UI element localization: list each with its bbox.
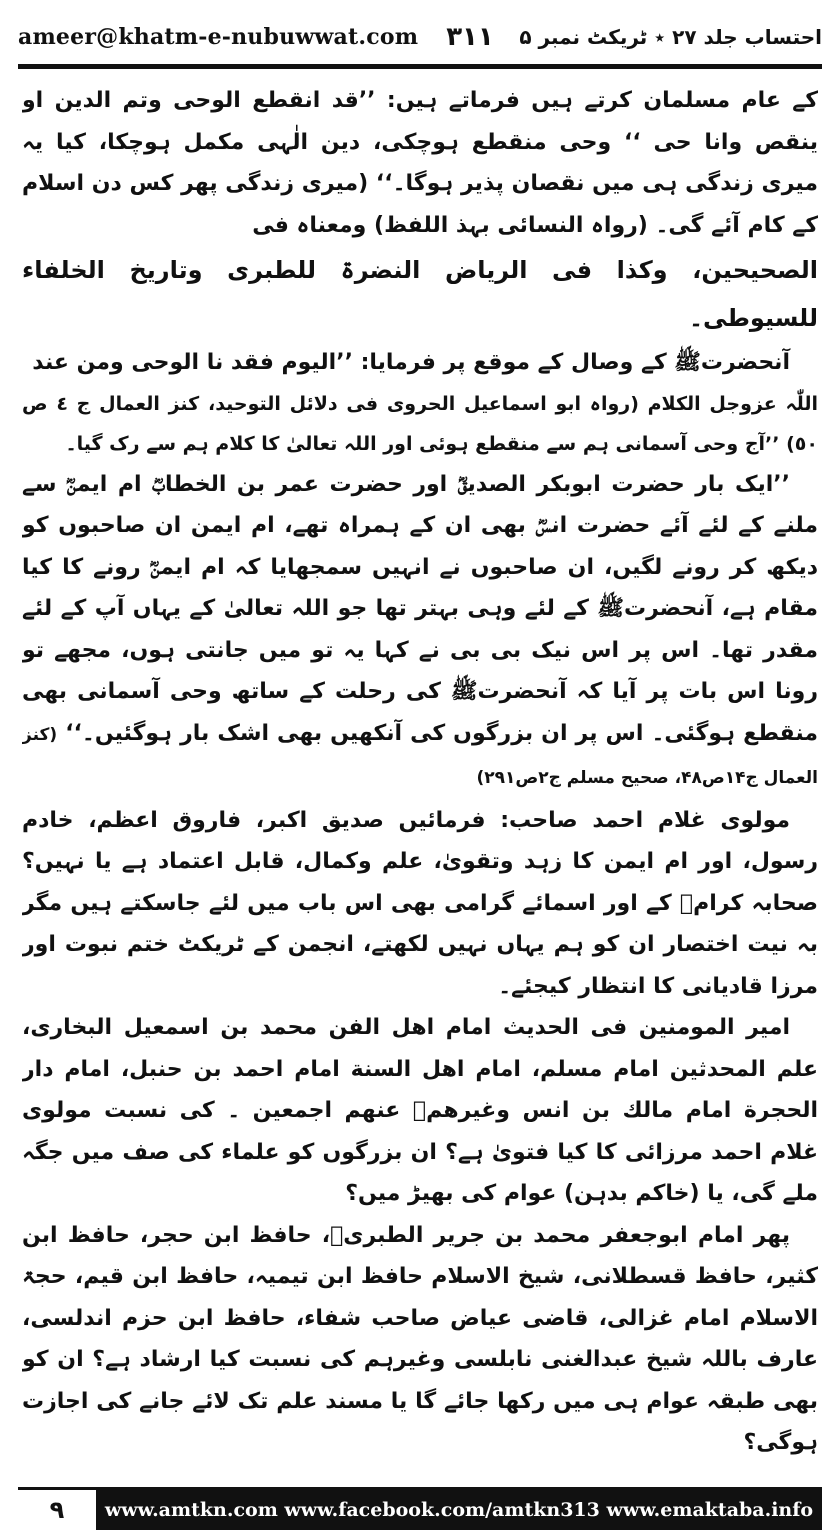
paragraph-5-reference: (کنز العمال ج۱۴ص۴۸، صحیح مسلم ج۲ص۲۹۱) [22,724,818,788]
paragraph-2: الصحیحین، وکذا فی الریاض النضرۃ للطبری وتاریخ الخلفاء للسیوطی۔ [22,256,818,332]
header-series-title: احتساب جلد ۲۷ ٭ ٹریکٹ نمبر ۵ [519,25,822,49]
paragraph-5-text: ’’ایک بار حضرت ابوبکر الصدیقؓ اور حضرت عمر بن الخطابؓ ام ایمنؓ سے ملنے کے لئے آئے حضرت انسؓ بھی ان کے ہمراہ تھے، ام ایمن ان صاحبوں کو دیکھ کر رونے لگیں، ان صاحبوں نے انہیں سمجھایا کہ ام ایمنؓ رونے کا کیا مقام ہے، آنحضرتﷺ کے لئے وہی بہتر تھا جو اللہ تعالیٰ کے یہاں آپ کے لئے مقدر تھا۔ اس پر اس نیک بی بی نے کہا یہ تو میں جانتی ہوں، مجھے تو رونا اس بات پر آیا کہ آنحضرتﷺ کی رحلت کے ساتھ وحی آسمانی بھی منقطع ہوگئی۔ اس پر ان بزرگوں کی آنکھیں بھی اشک بار ہوگئیں۔‘‘ [22,471,818,746]
page-header [18,14,822,60]
header-page-number: ۳۱۱ [446,22,494,52]
paragraph-6: مولوی غلام احمد صاحب: فرمائیں صدیق اکبر، فاروق اعظم، خادم رسول، اور ام ایمن کا زہد وتقویٰ، علم وکمال، قابل اعتماد ہے یا نہیں؟ صحابہ کرامؓ کے اور اسمائے گرامی بھی اس باب میں لئے جاسکتے ہیں مگر بہ نیت اختصار ان کو ہم یہاں نہیں لکھتے، انجمن کے ٹریکٹ ختم نبوت اور مرزا قادیانی کا انتظار کیجئے۔ [22,807,818,999]
header-rule [18,64,822,69]
header-left [18,22,494,52]
paragraph-5 [22,464,818,800]
paragraph-8: پھر امام ابوجعفر محمد بن جریر الطبریؒ، حافظ ابن حجر، حافظ ابن کثیر، حافظ قسطلانی، شیخ الاسلام حافظ ابن تیمیہ، حافظ ابن قیم، حجۃ الاسلام امام غزالی، قاضی عیاض صاحب شفاء، حافظ ابن حزم اندلسی، عارف باللہ شیخ عبدالغنی نابلسی وغیرہم کی نسبت کیا ارشاد ہے؟ ان کو بھی طبقہ عوام ہی میں رکھا جائے گا یا مسند علم تک لائے جانے کی اجازت ہوگی؟ [22,1222,818,1455]
page-body [22,80,818,1478]
footer-urls[interactable]: www.amtkn.com www.facebook.com/amtkn313 www.emaktaba.info [96,1490,822,1530]
paragraph-3: آنحضرتﷺ کے وصال کے موقع پر فرمایا: ’’الیوم فقد نا الوحی ومن عند [32,350,790,375]
page-footer [18,1490,822,1530]
paragraph-4: اللّٰہ عزوجل الکلام (رواہ ابو اسماعیل الحروی فی دلائل التوحید، کنز العمال ج ٤ ص ٥٠) ’’آج وحی آسمانی ہم سے منقطع ہوئی اور اللہ تعالیٰ کا کلام ہم سے رک گیا۔ [22,392,818,455]
header-email[interactable]: ameer@khatm-e-nubuwwat.com [18,24,419,50]
paragraph-7: امیر المومنین فی الحدیث امام اهل الفن محمد بن اسمعیل البخاری، علم المحدثین امام مسلم، امام اهل السنة امام احمد بن حنبل، امام دار الحجرة امام مالك بن انس وغیرهمؓ عنهم اجمعین ۔ کی نسبت مولوی غلام احمد مرزائی کا کیا فتویٰ ہے؟ ان بزرگوں کو علماء کی صف میں جگہ ملے گی، یا (خاکم بدہن) عوام کی بھیڑ میں؟ [22,1015,818,1206]
paragraph-1: کے عام مسلمان کرتے ہیں فرماتے ہیں: ’’قد انقطع الوحی وتم الدین او ینقص وانا حی ‘‘ وحی منقطع ہوچکی، دین الٰہی مکمل ہوچکا، کیا یہ میری زندگی ہی میں نقصان پذیر ہوگا۔‘‘ (میری زندگی پھر کس دن اسلام کے کام آئے گی۔ (رواہ النسائی بہذ اللفظ) ومعناہ فی [22,88,818,238]
footer-page-number: ۹ [18,1490,96,1530]
